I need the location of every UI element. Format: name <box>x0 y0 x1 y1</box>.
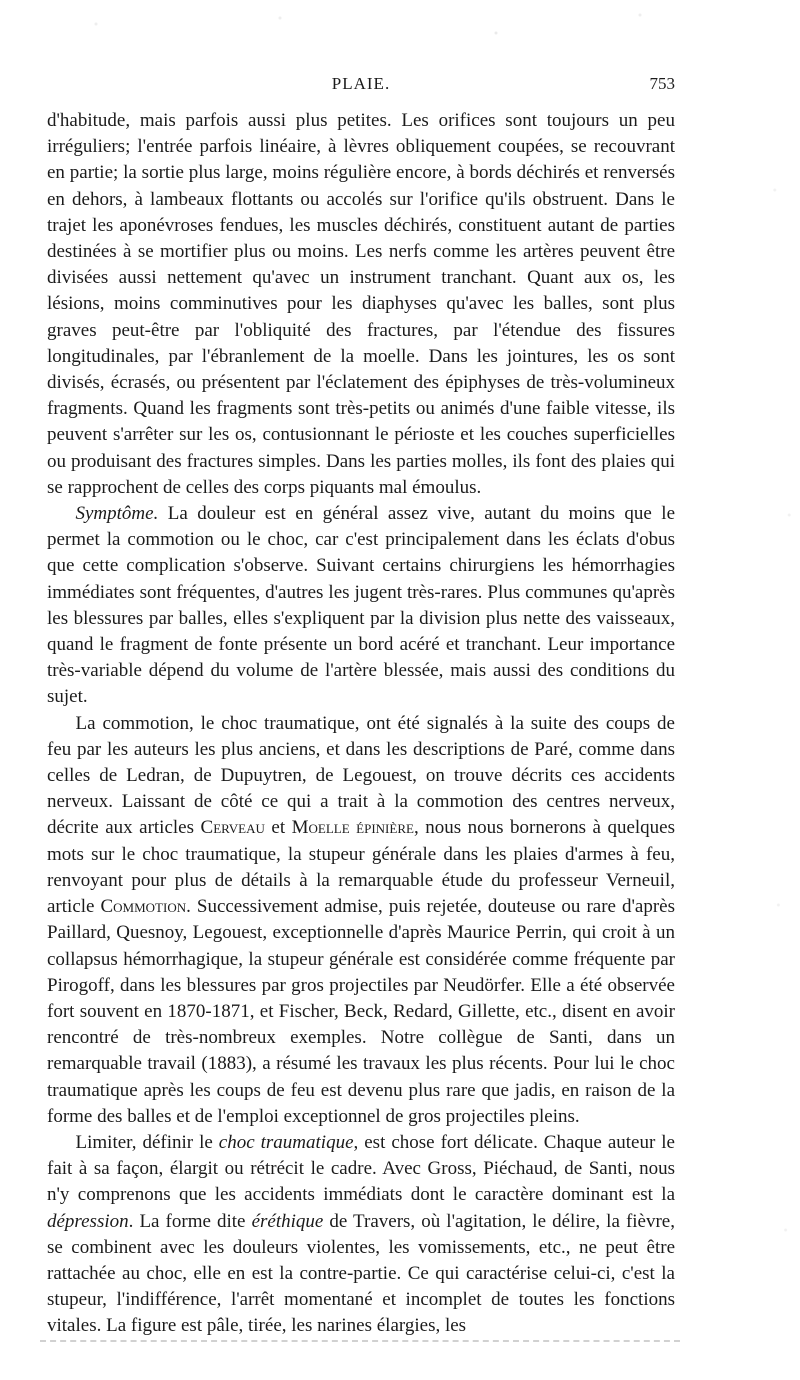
section-heading-symptome: Symptôme. <box>75 503 159 525</box>
paragraph-choc <box>47 1130 675 1340</box>
paragraph-commotion-part-b: et <box>264 817 292 839</box>
footer-scan-line <box>40 1340 680 1342</box>
scan-noise-margin <box>764 60 800 1360</box>
paragraph-symptome-text: La douleur est en général assez vive, autant du moins que le permet la commotion ou le choc, car c'est principalement dans les éclats d'obus que cette complication s'observe. Suivant certains chirurgiens les hémorrhagies immédiates sont fréquentes, d'autres les jugent très-rares. Plus communes qu'après les blessures par balles, elles s'expliquent par la division plus nette des vaisseaux, quand le fragment de fonte présente un bord acéré et tranchant. Leur importance très-variable dépend du volume de l'artère blessée, mais aussi des conditions du sujet. <box>47 503 675 708</box>
paragraph-commotion-part-c: , nous nous bornerons à quelques mots sur le choc traumatique, la stupeur générale dans les plaies d'armes à feu, renvoyant pour plus de détails à la remarquable étude du professeur Verneuil, article <box>47 817 675 918</box>
body-text <box>47 108 675 1340</box>
term-erethique: éréthique <box>251 1210 324 1232</box>
running-title: PLAIE. <box>331 74 391 93</box>
paragraph-choc-part-c: . La forme dite <box>128 1210 252 1232</box>
paragraph-symptome <box>47 501 675 711</box>
article-ref-commotion: Commotion <box>100 896 187 918</box>
paragraph-commotion-part-a: La commotion, le choc traumatique, ont été signalés à la suite des coups de feu par les auteurs les plus anciens, et dans les descriptions de Paré, comme dans celles de Ledran, de Dupuytren, de Legouest, on trouve décrits ces accidents nerveux. Laissant de côté ce qui a trait à la commotion des centres nerveux, décrite aux articles <box>47 712 675 839</box>
term-depression: dépression <box>47 1210 129 1232</box>
term-choc-traumatique: choc traumatique <box>218 1131 354 1153</box>
article-ref-moelle: Moelle épinière <box>291 817 414 839</box>
paragraph-choc-part-a: Limiter, définir le <box>75 1131 219 1153</box>
paragraph-choc-part-d: de Travers, où l'agitation, le délire, la fièvre, se combinent avec les douleurs violentes, les vomissements, etc., ne peut être rattachée au choc, elle en est la contre-partie. Ce qui caractérise celui-ci, c'est la stupeur, l'indifférence, l'arrêt momentané et incomplet de toutes les fonctions vitales. La figure est pâle, tirée, les narines élargies, les <box>47 1210 675 1337</box>
article-ref-cerveau: Cerveau <box>200 817 265 839</box>
paragraph-1 <box>47 108 675 501</box>
paragraph-1-text: d'habitude, mais parfois aussi plus petites. Les orifices sont toujours un peu irréguliers; l'entrée parfois linéaire, à lèvres obliquement coupées, se recouvrant en partie; la sortie plus large, moins régulière encore, à bords déchirés et renversés en dehors, à lambeaux flottants ou accolés sur l'orifice qu'ils obstruent. Dans le trajet les aponévroses fendues, les muscles déchirés, constituent autant de parties destinées à se mortifier plus ou moins. Les nerfs comme les artères peuvent être divisées aussi nettement qu'avec un instrument tranchant. Quant aux os, les lésions, moins comminutives pour les diaphyses qu'avec les balles, sont plus graves peut-être par l'obliquité des fractures, par l'étendue des fissures longitudinales, par l'ébranlement de la moelle. Dans les jointures, les os sont divisés, écrasés, ou présentent par l'éclatement des épiphyses de très-volumineux fragments. Quand les fragments sont très-petits ou animés d'une faible vitesse, ils peuvent s'arrêter sur les os, contusionnant le périoste et les couches superficielles ou produisant des fractures simples. Dans les parties molles, ils font des plaies qui se rapprochent de celles des corps piquants mal émoulus. <box>47 110 675 498</box>
paragraph-choc-part-b: , est chose fort délicate. Chaque auteur le fait à sa façon, élargit ou rétrécit le cadre. Avec Gross, Piéchaud, de Santi, nous n'y comprenons que les accidents immédiats dont le caractère dominant est la <box>47 1131 675 1206</box>
paragraph-commotion-part-d: . Successivement admise, puis rejetée, douteuse ou rare d'après Paillard, Quesnoy, Legouest, exceptionnelle d'après Maurice Perrin, qui croit à un collapsus hémorrhagique, la stupeur générale est considérée comme fréquente par Pirogoff, dans les blessures par gros projectiles par Neudörfer. Elle a été observée fort souvent en 1870-1871, et Fischer, Beck, Redard, Gillette, etc., disent en avoir rencontré de très-nombreux exemples. Notre collègue de Santi, dans un remarquable travail (1883), a résumé les travaux les plus récents. Pour lui le choc traumatique après les coups de feu est devenu plus rare que jadis, en raison de la forme des balles et de l'emploi exceptionnel de gros projectiles pleins. <box>47 896 675 1127</box>
page-header <box>47 74 675 98</box>
scan-noise-top <box>0 0 800 60</box>
paragraph-commotion <box>47 711 675 1130</box>
page-number: 753 <box>649 74 675 93</box>
